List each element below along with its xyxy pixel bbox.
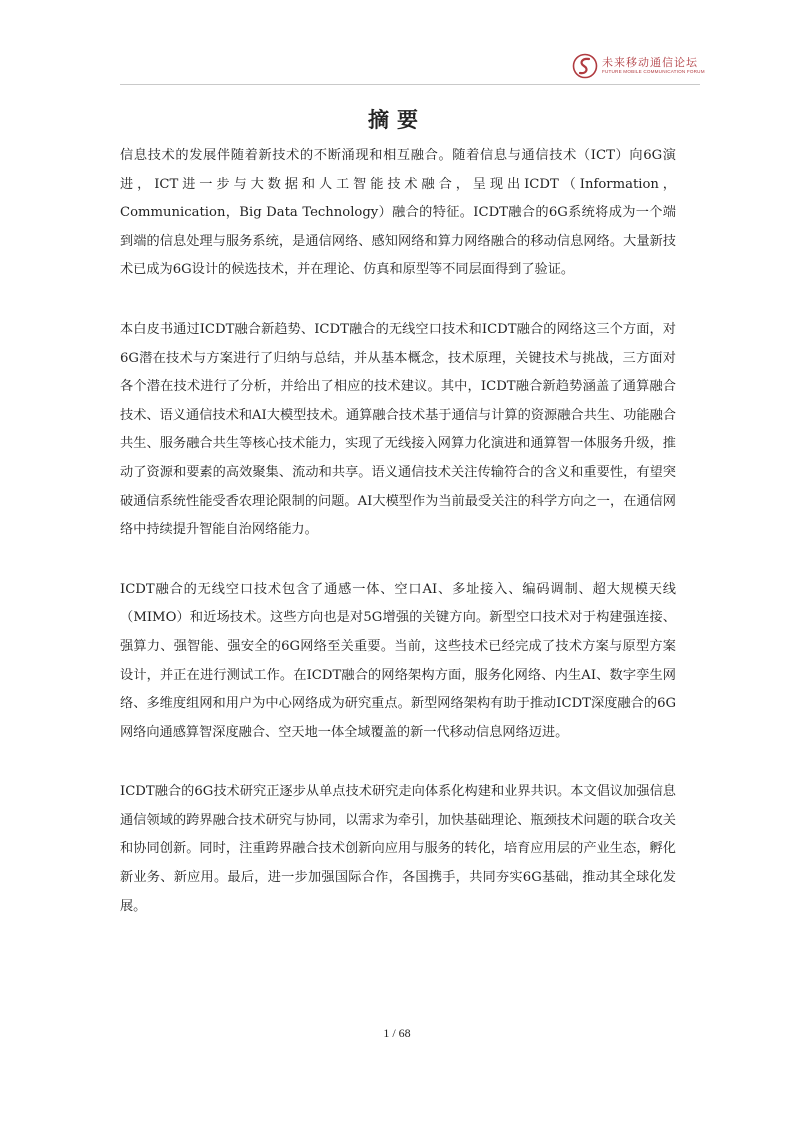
forum-logo-icon [572,53,598,79]
abstract-body [120,142,676,952]
logo-english-name: FUTURE MOBILE COMMUNICATION FORUM [602,69,705,75]
page-number: 1 / 68 [383,1026,411,1040]
logo-chinese-name: 未来移动通信论坛 [602,56,698,70]
paragraph-1: 信息技术的发展伴随着新技术的不断涌现和相互融合。随着信息与通信技术（ICT）向6G演进，ICT进一步与大数据和人工智能技术融合，呈现出ICDT（Information，Communication，Big Data Technology）融合的特征。ICDT融合的6G系统将成为一个端到端的信息处理与服务系统，是通信网络、感知网络和算力网络融合的移动信息网络。大量新技术已成为6G设计的候选技术，并在理论、仿真和原型等不同层面得到了验证。 [120,148,676,278]
paragraph-3: ICDT融合的无线空口技术包含了通感一体、空口AI、多址接入、编码调制、超大规模天线（MIMO）和近场技术。这些方向也是对5G增强的关键方向。新型空口技术对于构建强连接、强算力、强智能、强安全的6G网络至关重要。当前，这些技术已经完成了技术方案与原型方案设计，并正在进行测试工作。在ICDT融合的网络架构方面，服务化网络、内生AI、数字孪生网络、多维度组网和用户为中心网络成为研究重点。新型网络架构有助于推动ICDT深度融合的6G网络向通感算智深度融合、空天地一体全域覆盖的新一代移动信息网络迈进。 [120,581,676,740]
paragraph-2: 本白皮书通过ICDT融合新趋势、ICDT融合的无线空口技术和ICDT融合的网络这三个方面，对6G潜在技术与方案进行了归纳与总结，并从基本概念，技术原理，关键技术与挑战，三方面对各个潜在技术进行了分析，并给出了相应的技术建议。其中，ICDT融合新趋势涵盖了通算融合技术、语义通信技术和AI大模型技术。通算融合技术基于通信与计算的资源融合共生、功能融合共生、服务融合共生等核心技术能力，实现了无线接入网算力化演进和通算智一体服务升级，推动了资源和要素的高效聚集、流动和共享。语义通信技术关注传输符合的含义和重要性，有望突破通信系统性能受香农理论限制的问题。AI大模型作为当前最受关注的科学方向之一，在通信网络中持续提升智能自治网络能力。 [120,321,676,538]
page-title: 摘要 [368,108,426,132]
paragraph-4: ICDT融合的6G技术研究正逐步从单点技术研究走向体系化构建和业界共识。本文倡议加强信息通信领域的跨界融合技术研究与协同，以需求为牵引，加快基础理论、瓶颈技术问题的联合攻关和协同创新。同时，注重跨界融合技术创新向应用与服务的转化，培育应用层的产业生态，孵化新业务、新应用。最后，进一步加强国际合作，各国携手，共同夯实6G基础，推动其全球化发展。 [120,784,676,914]
forum-logo [572,52,712,80]
header-divider [120,84,700,85]
